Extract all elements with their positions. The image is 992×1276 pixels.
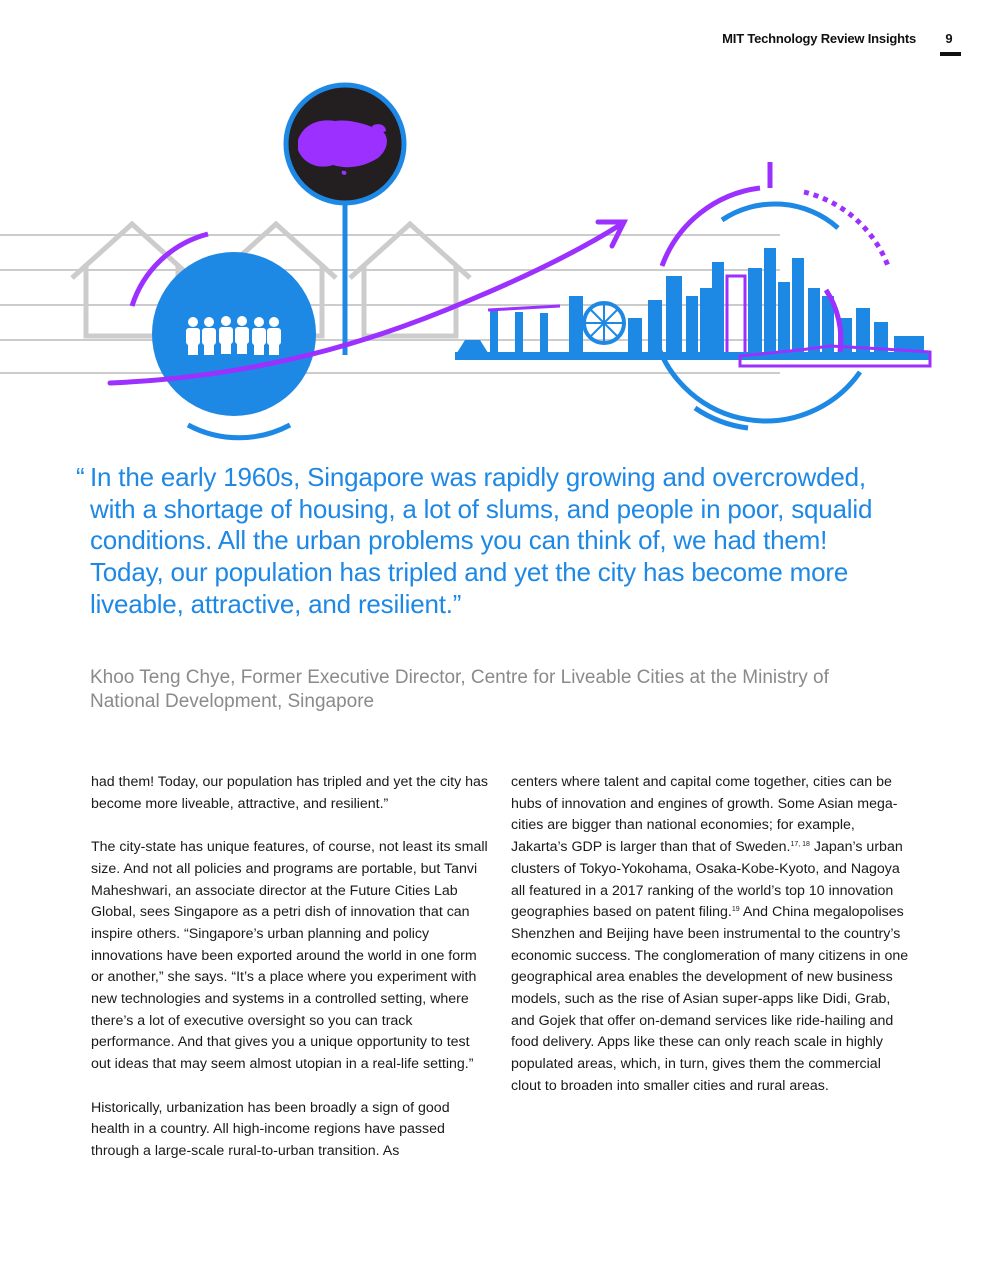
paragraph: Historically, urbanization has been broadly a sign of good health in a country. All high-income regions have passed through a large-scale rural-to-urban transition. As bbox=[91, 1099, 450, 1159]
pull-quote bbox=[76, 462, 890, 621]
people-group-icon bbox=[132, 234, 316, 438]
paragraph bbox=[511, 772, 911, 1098]
singapore-growth-illustration bbox=[0, 75, 992, 445]
text-run: Japan’s urban clusters of Tokyo-Yokohama, Osaka-Kobe-Kyoto, and Nagoya all featured in a 2017 ranking of the world’s top 10 innovation geographies based on patent filing. bbox=[511, 839, 903, 921]
text-run: And China megalopolises Shenzhen and Beijing have been instrumental to the country’s economic success. The conglomeration of many citizens in one geographical area enables the development of new business models, such as the rise of Asian super-apps like Didi, Grab, and Gojek that offer on-demand services like ride-hailing and food delivery. Apps like these can only reach scale in highly populated areas, which, in turn, gives them the commercial clout to broaden into smaller cities and rural areas. bbox=[511, 904, 909, 1094]
footnote-ref[interactable]: 17, 18 bbox=[790, 841, 810, 849]
page-number-rule bbox=[940, 52, 961, 56]
quote-text: In the early 1960s, Singapore was rapidly growing and overcrowded, with a shortage of housing, a lot of slums, and people in poor, squalid conditions. All the urban problems you can think of, we had them! Today, our population has tripled and yet the city has become more liveable, attractive, and resilient.” bbox=[90, 462, 873, 619]
body-column-right bbox=[511, 772, 911, 1119]
paragraph: had them! Today, our population has tripled and yet the city has become more liveable, attractive, and resilient.” bbox=[91, 774, 488, 812]
publication-brand: MIT Technology Review Insights bbox=[722, 31, 916, 46]
page-number: 9 bbox=[945, 31, 953, 46]
footnote-ref[interactable]: 19 bbox=[731, 906, 740, 914]
quote-attribution: Khoo Teng Chye, Former Executive Director, Centre for Liveable Cities at the Ministry of National Development, Singapore bbox=[90, 667, 829, 712]
singapore-map-icon bbox=[286, 85, 404, 203]
text-run: centers where talent and capital come together, cities can be hubs of innovation and engines of growth. Some Asian mega-cities are bigger than national economies; for example, Jakarta’s GDP is larger than that of Sweden. bbox=[511, 774, 898, 856]
city-skyline-icon bbox=[455, 248, 930, 366]
paragraph: The city-state has unique features, of course, not least its small size. And not all policies and programs are portable, but Tanvi Maheshwari, an associate director at the Future Cities Lab Global, sees Singapore as a petri dish of innovation that can inspire others. “Singapore’s urban planning and policy innovations have been exported around the world in one form or another,” she says. “It’s a place where you experiment with new technologies and systems in a controlled setting, where there’s a lot of executive oversight so you can track performance. And that gives you a unique opportunity to test out ideas that may seem almost utopian in a real-life setting.” bbox=[91, 839, 488, 1073]
body-column-left bbox=[91, 772, 491, 1184]
quote-open-mark: “ bbox=[76, 462, 85, 492]
